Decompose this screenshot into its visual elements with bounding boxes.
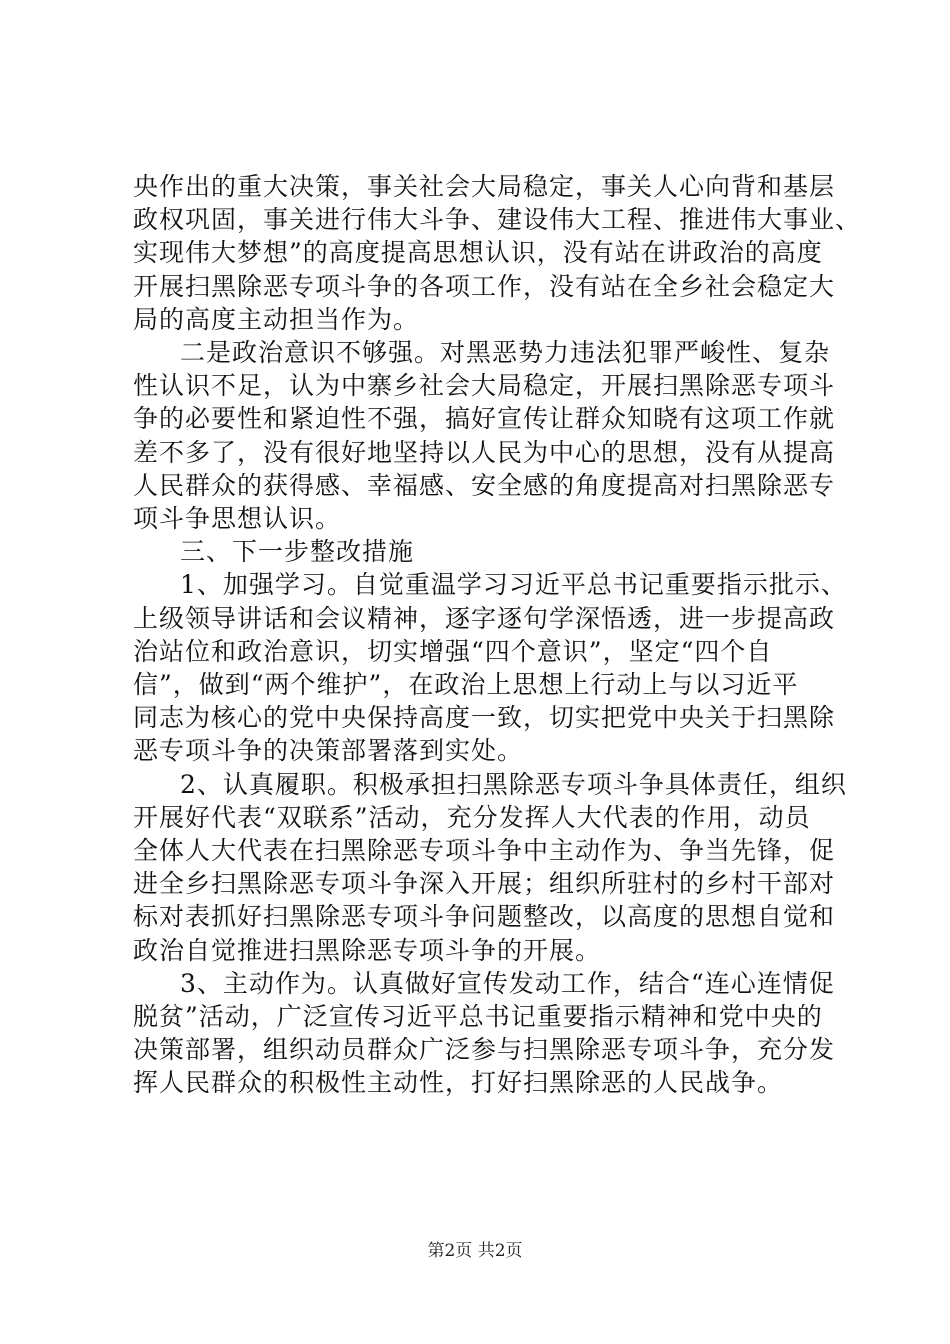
body-line: 项斗争思想认识。 <box>133 504 342 533</box>
section-heading: 三、下一步整改措施 <box>180 537 415 566</box>
body-line: 开展扫黑除恶专项斗争的各项工作，没有站在全乡社会稳定大 <box>133 272 836 301</box>
body-line: 局的高度主动担当作为。 <box>133 305 420 334</box>
body-line: 治站位和政治意识，切实增强“四个意识”，坚定“四个自 <box>133 637 773 666</box>
body-line: 进全乡扫黑除恶专项斗争深入开展；组织所驻村的乡村干部对 <box>133 869 836 898</box>
body-line: 全体人大代表在扫黑除恶专项斗争中主动作为、争当先锋，促 <box>133 836 836 865</box>
body-line: 同志为核心的党中央保持高度一致，切实把党中央关于扫黑除 <box>133 703 836 732</box>
body-line: 实现伟大梦想”的高度提高思想认识，没有站在讲政治的高度 <box>133 238 823 267</box>
body-line: 性认识不足，认为中寨乡社会大局稳定，开展扫黑除恶专项斗 <box>133 371 836 400</box>
body-line: 政治自觉推进扫黑除恶专项斗争的开展。 <box>133 936 602 965</box>
body-line: 标对表抓好扫黑除恶专项斗争问题整改，以高度的思想自觉和 <box>133 902 836 931</box>
body-line: 2、认真履职。积极承担扫黑除恶专项斗争具体责任，组织 <box>180 770 847 799</box>
body-line: 争的必要性和紧迫性不强，搞好宣传让群众知晓有这项工作就 <box>133 404 836 433</box>
body-line: 政权巩固，事关进行伟大斗争、建设伟大工程、推进伟大事业、 <box>133 205 862 234</box>
body-line: 人民群众的获得感、幸福感、安全感的角度提高对扫黑除恶专 <box>133 471 836 500</box>
body-line: 脱贫”活动，广泛宣传习近平总书记重要指示精神和党中央的 <box>133 1002 823 1031</box>
body-line: 信”，做到“两个维护”，在政治上思想上行动上与以习近平 <box>133 670 799 699</box>
body-line: 决策部署，组织动员群众广泛参与扫黑除恶专项斗争，充分发 <box>133 1035 836 1064</box>
body-line: 差不多了，没有很好地坚持以人民为中心的思想，没有从提高 <box>133 438 836 467</box>
body-line: 恶专项斗争的决策部署落到实处。 <box>133 736 524 765</box>
page-footer: 第2页 共2页 <box>427 1241 523 1261</box>
body-line: 挥人民群众的积极性主动性，打好扫黑除恶的人民战争。 <box>133 1068 784 1097</box>
body-line: 上级领导讲话和会议精神，逐字逐句学深悟透，进一步提高政 <box>133 604 836 633</box>
body-line: 1、加强学习。自觉重温学习习近平总书记重要指示批示、 <box>180 570 847 599</box>
body-line: 央作出的重大决策，事关社会大局稳定，事关人心向背和基层 <box>133 172 836 201</box>
body-line: 开展好代表“双联系”活动，充分发挥人大代表的作用，动员 <box>133 803 811 832</box>
body-line: 3、主动作为。认真做好宣传发动工作，结合“连心连情促 <box>180 969 835 998</box>
body-line: 二是政治意识不够强。对黑恶势力违法犯罪严峻性、复杂 <box>180 338 831 367</box>
